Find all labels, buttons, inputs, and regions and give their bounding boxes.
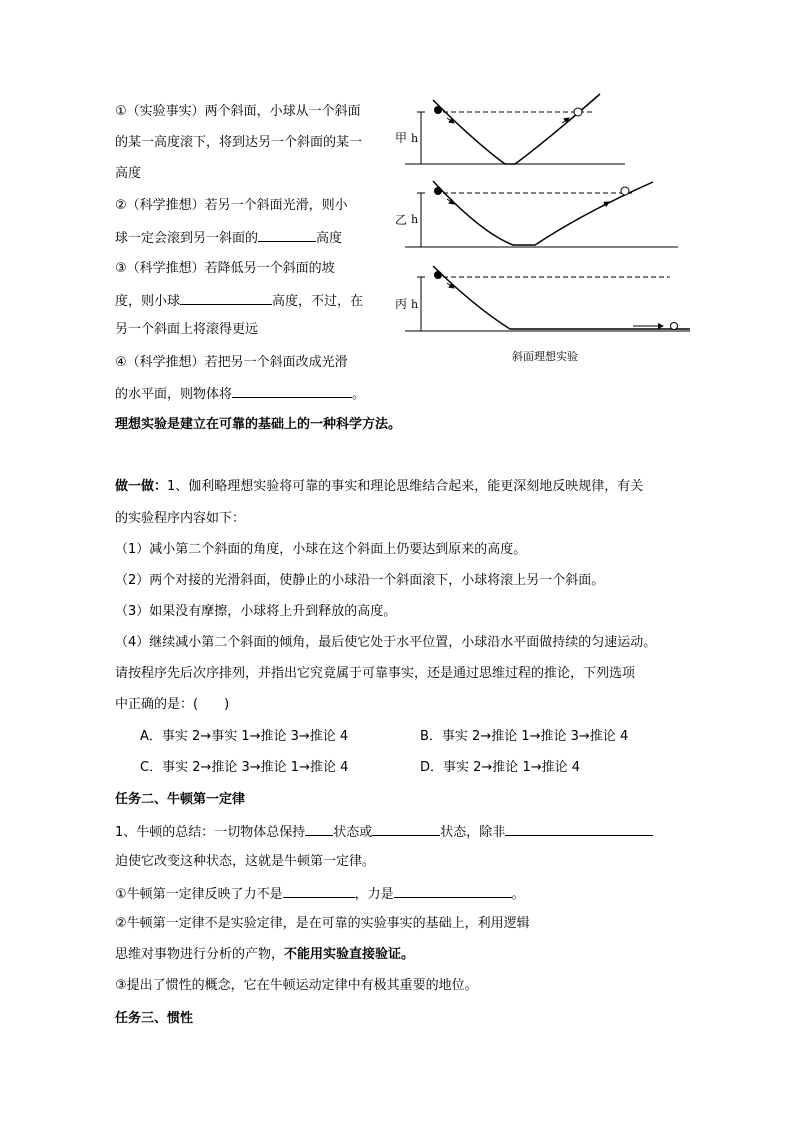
- text-line: 的实验程序内容如下：: [115, 511, 246, 526]
- text-line: [115, 884, 525, 904]
- text-line: 的某一高度滚下，将到达另一个斜面的某一: [115, 135, 363, 150]
- text-line: 请按程序先后次序排列，并指出它究竟属于可靠事实，还是通过思维过程的推论，下列选项: [115, 666, 636, 681]
- answer-blank[interactable]: [258, 228, 316, 242]
- section-heading: 任务二、牛顿第一定律: [115, 792, 246, 807]
- text-line: [115, 291, 363, 311]
- text-segment: 度，则小球: [115, 294, 181, 309]
- text-line: 另一个斜面上将滚得更远: [115, 322, 259, 337]
- text-line: ③提出了惯性的概念，它在牛顿运动定律中有极其重要的地位。: [115, 978, 478, 993]
- text-line: [115, 478, 643, 496]
- answer-blank[interactable]: [394, 884, 512, 898]
- text-segment: 球一定会滚到另一斜面的: [115, 231, 259, 246]
- option-b[interactable]: B．事实 2→推论 1→推论 3→推论 4: [420, 729, 629, 744]
- panel-bing: [405, 266, 690, 331]
- answer-blank[interactable]: [232, 384, 352, 398]
- text-segment: 1、牛顿的总结：一切物体总保持: [115, 825, 306, 840]
- text-line: ②牛顿第一定律不是实验定律，是在可靠的实验事实的基础上，利用逻辑: [115, 916, 530, 931]
- answer-blank[interactable]: [305, 822, 333, 836]
- height-label: h: [411, 213, 419, 226]
- text-line: [115, 822, 653, 842]
- text-segment: 1、伽利略理想实验将可靠的事实和理论思维结合起来，能更深刻地反映规律，有关: [167, 479, 644, 494]
- text-segment: 的水平面，则物体将: [115, 387, 233, 402]
- ball-icon: [434, 271, 442, 279]
- panel-label-bing: 丙: [395, 297, 408, 311]
- text-line: 迫使它改变这种状态，这就是牛顿第一定律。: [115, 854, 376, 869]
- text-line: 高度: [115, 166, 142, 181]
- ball-icon: [434, 187, 442, 195]
- emphasis-text: 不能用实验直接验证。: [284, 947, 415, 962]
- text-line: [115, 228, 342, 248]
- text-segment: 高度: [316, 231, 343, 246]
- text-segment: 状态，除非: [440, 825, 506, 840]
- text-line: [115, 384, 365, 404]
- answer-blank[interactable]: [372, 822, 440, 836]
- panel-jia: [405, 94, 625, 164]
- ball-outline-icon: [621, 187, 629, 195]
- text-line: ①（实验事实）两个斜面，小球从一个斜面: [115, 104, 361, 119]
- exercise-step: （1）减小第二个斜面的角度，小球在这个斜面上仍要达到原来的高度。: [115, 542, 527, 557]
- option-d[interactable]: D．事实 2→推论 1→推论 4: [420, 760, 581, 775]
- panel-label-jia: 甲: [395, 131, 408, 145]
- text-segment: 高度，不过，在: [272, 294, 364, 309]
- option-a[interactable]: A．事实 2→事实 1→推论 3→推论 4: [140, 729, 349, 744]
- answer-blank[interactable]: [505, 822, 653, 836]
- exercise-title: 做一做：: [115, 479, 168, 494]
- height-label: h: [411, 298, 419, 311]
- exercise-step: （3）如果没有摩擦，小球将上升到释放的高度。: [115, 604, 397, 619]
- exercise-step: （4）继续减小第二个斜面的倾角，最后使它处于水平位置，小球沿水平面做持续的匀速运动。: [115, 635, 657, 650]
- incline-experiment-figure: [395, 92, 695, 367]
- text-segment: ，力是: [354, 887, 394, 902]
- text-line: 中正确的是：( ): [115, 697, 230, 712]
- text-segment: 。: [511, 887, 525, 902]
- text-segment: 思维对事物进行分析的产物，: [115, 947, 285, 962]
- text-line: ④（科学推想）若把另一个斜面改成光滑: [115, 355, 348, 370]
- panel-yi: [405, 181, 678, 247]
- ball-outline-icon: [574, 108, 582, 116]
- text-line: ②（科学推想）若另一个斜面光滑，则小: [115, 198, 348, 213]
- ball-icon: [434, 106, 442, 114]
- answer-blank[interactable]: [180, 291, 272, 305]
- incline-diagram: [395, 92, 695, 347]
- answer-blank[interactable]: [283, 884, 355, 898]
- section-heading: 任务三、惯性: [115, 1011, 194, 1026]
- height-label: h: [411, 132, 419, 145]
- option-c[interactable]: C．事实 2→推论 3→推论 1→推论 4: [140, 760, 349, 775]
- text-segment: 。: [352, 387, 366, 402]
- exercise-step: （2）两个对接的光滑斜面，使静止的小球沿一个斜面滚下，小球将滚上另一个斜面。: [115, 573, 605, 588]
- panel-label-yi: 乙: [395, 213, 408, 227]
- text-line: ③（科学推想）若降低另一个斜面的坡: [115, 261, 335, 276]
- conclusion-text: 理想实验是建立在可靠的基础上的一种科学方法。: [115, 417, 402, 432]
- text-segment: 状态或: [333, 825, 373, 840]
- ball-outline-icon: [671, 323, 678, 330]
- text-line: [115, 946, 414, 964]
- text-segment: ①牛顿第一定律反映了力不是: [115, 887, 283, 902]
- figure-caption: 斜面理想实验: [512, 350, 578, 363]
